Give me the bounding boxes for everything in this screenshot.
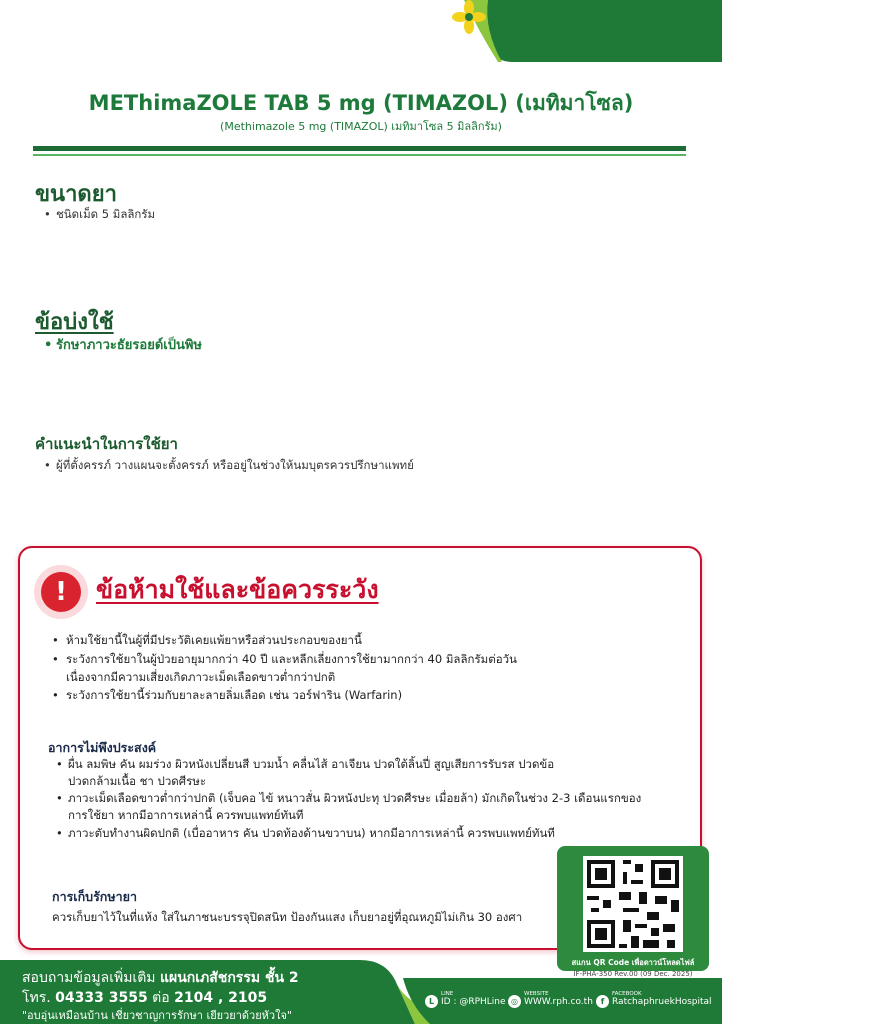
facebook-icon: f bbox=[596, 995, 609, 1008]
footer-phone: โทร. 04333 3555 ต่อ 2104 , 2105 bbox=[22, 990, 268, 1006]
dosage-item: • ชนิดเม็ด 5 มิลลิกรัม bbox=[44, 207, 156, 221]
footer-slogan: "อบอุ่นเหมือนบ้าน เชี่ยวชาญการรักษา เยียวยาด้วยหัวใจ" bbox=[22, 1009, 292, 1022]
advice-heading: คำแนะนำในการใช้ยา bbox=[35, 435, 178, 453]
document-reference: IF-PHA-350 Rev.00 (09 Dec. 2025) bbox=[573, 970, 693, 978]
hospital-name-th: โรงพยาบาลราชพฤกษ์ bbox=[734, 13, 876, 31]
footer-facebook[interactable]: FACEBOOK RatchaphruekHospital bbox=[612, 991, 712, 1007]
footer-line-contact[interactable]: LINE ID : @RPHLine bbox=[441, 991, 506, 1007]
footer-inquiry: สอบถามข้อมูลเพิ่มเติม แผนกเภสัชกรรม ชั้น 2 bbox=[22, 970, 299, 986]
warning-line: • ระวังการใช้ยานี้ร่วมกับยาละลายลิ่มเลือด เช่น วอร์ฟาริน (Warfarin) bbox=[52, 688, 403, 702]
globe-icon: ◎ bbox=[508, 995, 521, 1008]
drug-subtitle: (Methimazole 5 mg (TIMAZOL) เมทิมาโซล 5 มิลลิกรัม) bbox=[220, 120, 502, 133]
qr-caption: สแกน QR Code เพื่อดาวน์โหลดไฟล์ bbox=[571, 958, 695, 967]
storage-text: ควรเก็บยาไว้ในที่แห้ง ใส่ในภาชนะบรรจุปิดสนิท ป้องกันแสง เก็บยาอยู่ที่อุณหภูมิไม่เกิน 30 องศา bbox=[52, 910, 523, 924]
footer-website[interactable]: WEBSITE WWW.rph.co.th bbox=[524, 991, 593, 1007]
indication-heading: ข้อบ่งใช้ bbox=[35, 310, 114, 335]
side-effect-line: • ภาวะเม็ดเลือดขาวต่ำกว่าปกติ (เจ็บคอ ไข้ หนาวสั่น ผิวหนังปะทุ ปวดศีรษะ เมื่อยล้า) มักเกิดในช่วง 2-3 เดือนแรกของ bbox=[56, 791, 642, 805]
header-banner bbox=[452, 0, 876, 62]
warning-line: • ระวังการใช้ยาในผู้ป่วยอายุมากกว่า 40 ปี และหลีกเลี่ยงการใช้ยามากกว่า 40 มิลลิกรัมต่อวัน bbox=[52, 652, 517, 666]
exclamation-icon: ! bbox=[41, 572, 81, 612]
divider bbox=[33, 154, 686, 156]
side-effect-line: การใช้ยา หากมีอาการเหล่านี้ ควรพบแพทย์ทันที bbox=[68, 808, 304, 822]
line-icon: L bbox=[425, 995, 438, 1008]
storage-heading: การเก็บรักษายา bbox=[52, 889, 137, 904]
hospital-name-en: Ratchaphruek Hospital bbox=[734, 31, 871, 45]
side-effect-line: • ภาวะตับทำงานผิดปกติ (เบื่ออาหาร คัน ปวดท้องด้านขวาบน) หากมีอาการเหล่านี้ ควรพบแพทย์ทันที bbox=[56, 826, 555, 840]
advice-item: • ผู้ที่ตั้งครรภ์ วางแผนจะตั้งครรภ์ หรืออยู่ในช่วงให้นมบุตรควรปรึกษาแพทย์ bbox=[44, 458, 414, 472]
side-effect-line: • ผื่น ลมพิษ คัน ผมร่วง ผิวหนังเปลี่ยนสี บวมน้ำ คลื่นไส้ อาเจียน ปวดใต้ลิ้นปี่ สูญเสียการรับรส ปวดข้อ bbox=[56, 757, 555, 771]
divider bbox=[33, 146, 686, 151]
drug-title: METhimaZOLE TAB 5 mg (TIMAZOL) (เมทิมาโซล) bbox=[88, 91, 634, 115]
warning-line: เนื่องจากมีความเสี่ยงเกิดภาวะเม็ดเลือดขาวต่ำกว่าปกติ bbox=[66, 670, 336, 684]
qr-code-icon[interactable] bbox=[583, 856, 683, 952]
indication-item: • รักษาภาวะธัยรอยด์เป็นพิษ bbox=[44, 338, 202, 353]
dosage-heading: ขนาดยา bbox=[35, 182, 117, 207]
warning-line: • ห้ามใช้ยานี้ในผู้ที่มีประวัติเคยแพ้ยาหรือส่วนประกอบของยานี้ bbox=[52, 633, 362, 647]
side-effect-line: ปวดกล้ามเนื้อ ชา ปวดศีรษะ bbox=[68, 774, 207, 788]
side-effects-heading: อาการไม่พึงประสงค์ bbox=[48, 740, 157, 755]
hospital-logo-icon bbox=[452, 0, 486, 34]
warning-heading: ข้อห้ามใช้และข้อควรระวัง bbox=[96, 575, 379, 604]
